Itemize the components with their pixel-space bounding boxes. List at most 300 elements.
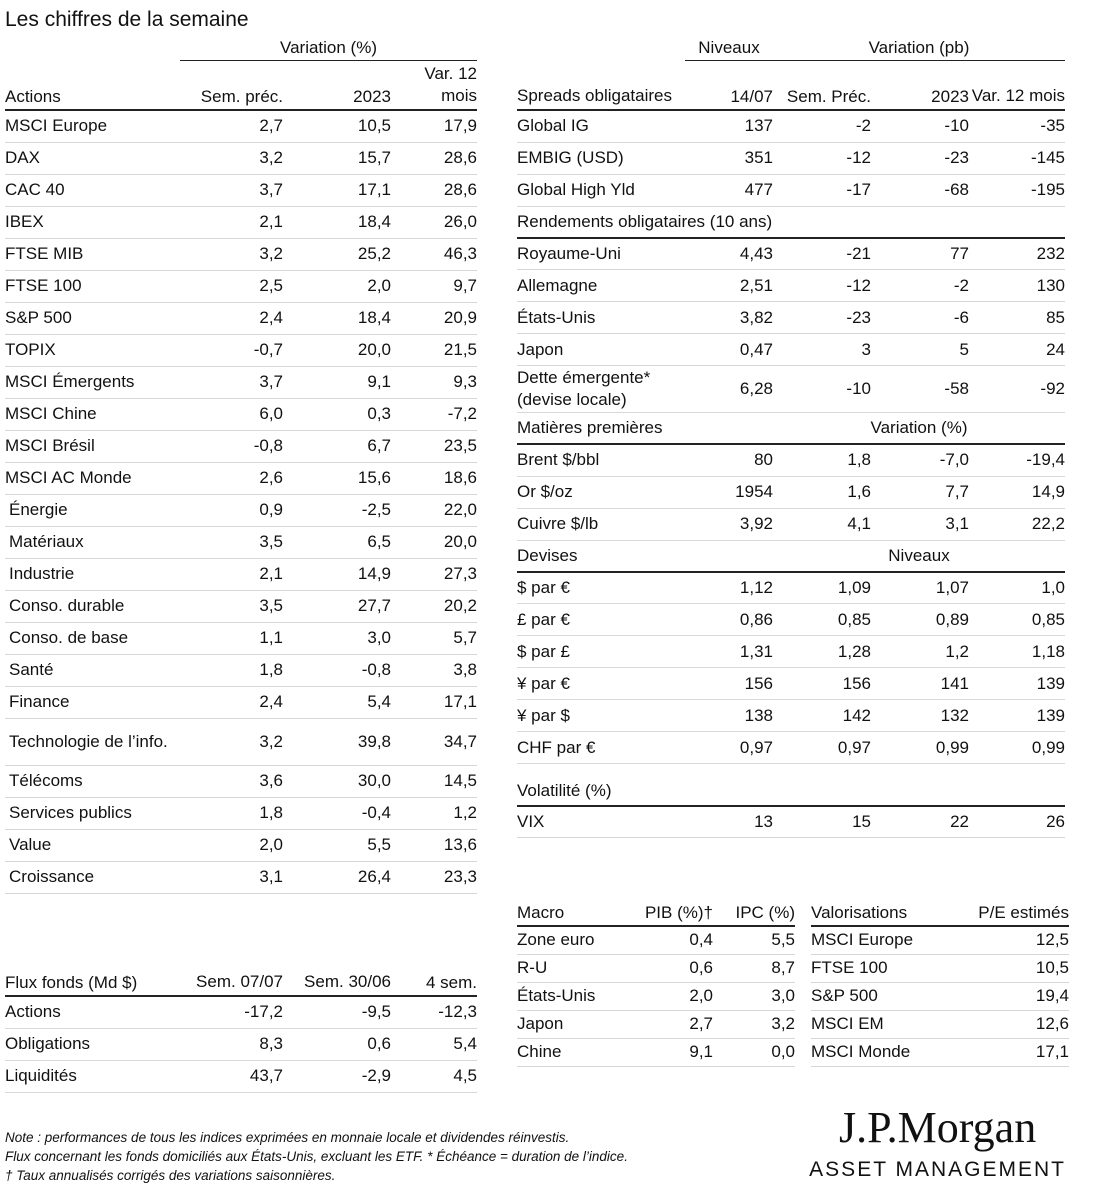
row-value: 9,1 (629, 1038, 713, 1066)
equity-row (5, 430, 477, 462)
row-value: 0,85 (969, 604, 1065, 636)
row-value: 0,4 (629, 926, 713, 954)
row-value: 8,7 (713, 954, 795, 982)
valuations-table (811, 888, 1069, 1067)
row-label: Actions (5, 996, 180, 1028)
row-label: MSCI Europe (811, 926, 951, 954)
row-label: Japon (517, 1010, 629, 1038)
row-label: Conso. de base (5, 622, 180, 654)
row-value: 17,9 (391, 110, 477, 142)
spread-row (517, 142, 1065, 174)
row-value: 3 (773, 334, 871, 366)
row-value: 1,07 (871, 572, 969, 604)
fund-flow-row (5, 1028, 477, 1060)
row-value: 1,09 (773, 572, 871, 604)
row-label: VIX (517, 806, 685, 838)
row-value: 5,7 (391, 622, 477, 654)
row-value: -7,0 (871, 444, 969, 476)
currency-row (517, 732, 1065, 764)
row-value: 2,4 (180, 686, 283, 718)
spread-row (517, 110, 1065, 142)
row-value: -10 (773, 366, 871, 413)
row-value: 6,0 (180, 398, 283, 430)
row-label: Télécoms (5, 765, 180, 797)
row-value: -195 (969, 174, 1065, 206)
row-value: 1,8 (180, 797, 283, 829)
equity-row (5, 398, 477, 430)
fund-flow-row (5, 1060, 477, 1092)
row-value: 77 (871, 238, 969, 270)
row-value: 39,8 (283, 718, 391, 765)
macro-row (517, 1010, 795, 1038)
row-value: -2 (871, 270, 969, 302)
row-label: MSCI Chine (5, 398, 180, 430)
row-value: 3,5 (180, 590, 283, 622)
row-label: Japon (517, 334, 685, 366)
row-value: 30,0 (283, 765, 391, 797)
row-value: 17,1 (951, 1038, 1069, 1066)
row-label: États-Unis (517, 982, 629, 1010)
row-label: CHF par € (517, 732, 685, 764)
row-value: 0,9 (180, 494, 283, 526)
footnotes (5, 1128, 628, 1185)
equity-row (5, 718, 477, 765)
row-value: 130 (969, 270, 1065, 302)
row-value: 24 (969, 334, 1065, 366)
row-value: -12,3 (391, 996, 477, 1028)
row-value: 3,82 (685, 302, 773, 334)
valuations-col-pe: P/E estimés (951, 888, 1069, 926)
row-value: 156 (773, 668, 871, 700)
row-value: 18,4 (283, 206, 391, 238)
equity-row (5, 174, 477, 206)
row-value: 2,1 (180, 558, 283, 590)
row-label: Conso. durable (5, 590, 180, 622)
footnote-1: Note : performances de tous les indices exprimées en monnaie locale et dividendes réinvestis. (5, 1130, 570, 1145)
row-value: 0,86 (685, 604, 773, 636)
row-value: 2,51 (685, 270, 773, 302)
valuation-row (811, 982, 1069, 1010)
row-value: -92 (969, 366, 1065, 413)
row-value: -0,4 (283, 797, 391, 829)
row-value: 7,7 (871, 476, 969, 508)
page-title: Les chiffres de la semaine (5, 8, 249, 31)
macro-row (517, 1038, 795, 1066)
row-value: 1,2 (391, 797, 477, 829)
logo-wordmark: J.P.Morgan (838, 1103, 1037, 1152)
row-value: 13,6 (391, 829, 477, 861)
row-value: -2 (773, 110, 871, 142)
row-value: 22,2 (969, 508, 1065, 540)
row-value: 0,97 (685, 732, 773, 764)
row-value: 5,4 (391, 1028, 477, 1060)
row-value: -0,8 (283, 654, 391, 686)
commodity-row (517, 444, 1065, 476)
yield-row (517, 334, 1065, 366)
row-value: 0,6 (283, 1028, 391, 1060)
row-value: 9,7 (391, 270, 477, 302)
row-label: Royaume-Uni (517, 238, 685, 270)
row-value: 26,0 (391, 206, 477, 238)
macro-row (517, 926, 795, 954)
row-label: Obligations (5, 1028, 180, 1060)
row-label: Liquidités (5, 1060, 180, 1092)
spreads-col-level: 14/07 (685, 60, 773, 110)
yields-section-title: Rendements obligataires (10 ans) (517, 206, 1065, 238)
valuation-row (811, 1038, 1069, 1066)
row-value: 10,5 (283, 110, 391, 142)
row-value: 14,9 (283, 558, 391, 590)
row-value: 1,18 (969, 636, 1065, 668)
row-value: -19,4 (969, 444, 1065, 476)
row-value: 3,0 (713, 982, 795, 1010)
row-label: MSCI Émergents (5, 366, 180, 398)
macro-col-gdp: PIB (%)† (629, 888, 713, 926)
row-value: 138 (685, 700, 773, 732)
row-label: Services publics (5, 797, 180, 829)
row-value: 8,3 (180, 1028, 283, 1060)
row-value: 20,0 (391, 526, 477, 558)
row-label: MSCI AC Monde (5, 462, 180, 494)
row-value: 20,9 (391, 302, 477, 334)
row-value: 2,7 (629, 1010, 713, 1038)
footnote-3: † Taux annualisés corrigés des variations saisonnières. (5, 1168, 336, 1183)
row-value: 137 (685, 110, 773, 142)
equity-row (5, 334, 477, 366)
row-label: IBEX (5, 206, 180, 238)
row-value: 2,0 (180, 829, 283, 861)
row-value: 4,1 (773, 508, 871, 540)
valuation-row (811, 1010, 1069, 1038)
row-value: 3,0 (283, 622, 391, 654)
row-value: 28,6 (391, 142, 477, 174)
currency-row (517, 604, 1065, 636)
equity-row (5, 797, 477, 829)
row-value: 10,5 (951, 954, 1069, 982)
equity-row (5, 526, 477, 558)
row-value: -145 (969, 142, 1065, 174)
row-label: Global High Yld (517, 174, 685, 206)
row-label: Chine (517, 1038, 629, 1066)
spreads-col-12m: Var. 12 mois (969, 60, 1065, 110)
row-value: 26,4 (283, 861, 391, 893)
row-label: Matériaux (5, 526, 180, 558)
row-value: 3,2 (713, 1010, 795, 1038)
row-value: -12 (773, 270, 871, 302)
row-value: 34,7 (391, 718, 477, 765)
equities-table (5, 36, 477, 894)
spread-row (517, 174, 1065, 206)
row-value: 232 (969, 238, 1065, 270)
row-value: 43,7 (180, 1060, 283, 1092)
row-label: Value (5, 829, 180, 861)
row-value: 3,1 (180, 861, 283, 893)
row-value: 1954 (685, 476, 773, 508)
row-value: 0,47 (685, 334, 773, 366)
row-value: -68 (871, 174, 969, 206)
row-label: CAC 40 (5, 174, 180, 206)
row-value: -12 (773, 142, 871, 174)
equity-row (5, 590, 477, 622)
row-label: S&P 500 (5, 302, 180, 334)
row-value: 477 (685, 174, 773, 206)
row-value: 351 (685, 142, 773, 174)
row-value: 3,7 (180, 366, 283, 398)
equity-row (5, 270, 477, 302)
equity-row (5, 558, 477, 590)
equity-row (5, 302, 477, 334)
row-value: 27,3 (391, 558, 477, 590)
row-value: 0,99 (969, 732, 1065, 764)
row-value: 28,6 (391, 174, 477, 206)
currencies-levels-header: Niveaux (773, 540, 1065, 572)
valuation-row (811, 954, 1069, 982)
row-value: -6 (871, 302, 969, 334)
row-label: Global IG (517, 110, 685, 142)
row-value: 17,1 (391, 686, 477, 718)
macro-table (517, 888, 795, 1067)
row-value: 21,5 (391, 334, 477, 366)
row-value: 19,4 (951, 982, 1069, 1010)
macro-row (517, 982, 795, 1010)
row-value: 3,2 (180, 718, 283, 765)
row-value: 139 (969, 668, 1065, 700)
equity-row (5, 110, 477, 142)
equities-col-week: Sem. préc. (180, 60, 283, 110)
row-value: 2,7 (180, 110, 283, 142)
markets-table (517, 36, 1065, 838)
row-value: -23 (871, 142, 969, 174)
row-value: 15,7 (283, 142, 391, 174)
row-value: 22,0 (391, 494, 477, 526)
equity-row (5, 142, 477, 174)
row-value: 2,0 (629, 982, 713, 1010)
valuations-col-name: Valorisations (811, 888, 951, 926)
row-value: 18,4 (283, 302, 391, 334)
row-value: 3,92 (685, 508, 773, 540)
row-value: 12,5 (951, 926, 1069, 954)
row-value: -23 (773, 302, 871, 334)
row-value: 6,5 (283, 526, 391, 558)
row-value: 23,5 (391, 430, 477, 462)
row-label: ¥ par € (517, 668, 685, 700)
row-value: 4,5 (391, 1060, 477, 1092)
row-label: Or $/oz (517, 476, 685, 508)
row-value: 18,6 (391, 462, 477, 494)
row-value: -17 (773, 174, 871, 206)
row-value: 0,0 (713, 1038, 795, 1066)
row-label: Technologie de l’info. (5, 718, 180, 765)
equities-group-header: Variation (%) (180, 36, 477, 60)
variation-pb-header: Variation (pb) (773, 36, 1065, 60)
row-value: -2,9 (283, 1060, 391, 1092)
row-value: 23,3 (391, 861, 477, 893)
row-label: Brent $/bbl (517, 444, 685, 476)
fund-flow-row (5, 996, 477, 1028)
row-value: 141 (871, 668, 969, 700)
macro-row (517, 954, 795, 982)
volatility-section-title: Volatilité (%) (517, 764, 1065, 806)
row-value: 14,5 (391, 765, 477, 797)
yield-row (517, 302, 1065, 334)
equities-col-name: Actions (5, 60, 180, 110)
yield-row (517, 238, 1065, 270)
row-value: 46,3 (391, 238, 477, 270)
volatility-row (517, 806, 1065, 838)
row-value: 1,1 (180, 622, 283, 654)
row-value: 26 (969, 806, 1065, 838)
row-label: Énergie (5, 494, 180, 526)
row-value: -21 (773, 238, 871, 270)
row-value: -10 (871, 110, 969, 142)
row-label: FTSE 100 (5, 270, 180, 302)
row-value: 5 (871, 334, 969, 366)
row-value: 12,6 (951, 1010, 1069, 1038)
macro-col-name: Macro (517, 888, 629, 926)
row-label: TOPIX (5, 334, 180, 366)
row-value: 4,43 (685, 238, 773, 270)
row-value: 2,0 (283, 270, 391, 302)
row-value: 2,6 (180, 462, 283, 494)
row-label: États-Unis (517, 302, 685, 334)
row-value: 15,6 (283, 462, 391, 494)
row-label: $ par £ (517, 636, 685, 668)
row-value: 0,97 (773, 732, 871, 764)
row-value: 3,2 (180, 238, 283, 270)
fund-flows-col-3: 4 sem. (391, 942, 477, 996)
row-value: -0,7 (180, 334, 283, 366)
row-value: -2,5 (283, 494, 391, 526)
spreads-col-week: Sem. Préc. (773, 60, 871, 110)
row-label: DAX (5, 142, 180, 174)
row-label: £ par € (517, 604, 685, 636)
row-value: 14,9 (969, 476, 1065, 508)
row-value: 0,89 (871, 604, 969, 636)
row-value: 25,2 (283, 238, 391, 270)
row-value: 27,7 (283, 590, 391, 622)
row-value: 1,31 (685, 636, 773, 668)
row-label: R-U (517, 954, 629, 982)
fund-flows-table (5, 942, 477, 1093)
row-label: Croissance (5, 861, 180, 893)
currency-row (517, 700, 1065, 732)
row-label: S&P 500 (811, 982, 951, 1010)
valuation-row (811, 926, 1069, 954)
fund-flows-col-1: Sem. 07/07 (180, 942, 283, 996)
equity-row (5, 829, 477, 861)
equity-row (5, 206, 477, 238)
row-value: 139 (969, 700, 1065, 732)
currencies-section-title: Devises (517, 540, 685, 572)
row-value: 9,3 (391, 366, 477, 398)
row-value: 15 (773, 806, 871, 838)
row-value: 1,28 (773, 636, 871, 668)
row-value: 3,2 (180, 142, 283, 174)
row-value: 13 (685, 806, 773, 838)
fund-flows-col-name: Flux fonds (Md $) (5, 942, 180, 996)
row-value: 3,5 (180, 526, 283, 558)
row-label: Santé (5, 654, 180, 686)
row-label: $ par € (517, 572, 685, 604)
row-label: Dette émergente* (devise locale) (517, 366, 685, 413)
row-label: MSCI EM (811, 1010, 951, 1038)
row-value: 142 (773, 700, 871, 732)
row-value: 156 (685, 668, 773, 700)
row-label: MSCI Brésil (5, 430, 180, 462)
spreads-col-name: Spreads obligataires (517, 60, 685, 110)
row-value: 1,8 (180, 654, 283, 686)
row-value: 80 (685, 444, 773, 476)
row-value: 85 (969, 302, 1065, 334)
row-label: FTSE 100 (811, 954, 951, 982)
row-value: 3,8 (391, 654, 477, 686)
row-value: 20,2 (391, 590, 477, 622)
row-value: -7,2 (391, 398, 477, 430)
row-value: 1,0 (969, 572, 1065, 604)
row-value: 3,7 (180, 174, 283, 206)
row-label: Cuivre $/lb (517, 508, 685, 540)
jpmorgan-logo (809, 1104, 1066, 1182)
row-label: FTSE MIB (5, 238, 180, 270)
row-label: MSCI Monde (811, 1038, 951, 1066)
commodity-row (517, 476, 1065, 508)
row-value: 0,6 (629, 954, 713, 982)
equity-row (5, 765, 477, 797)
row-value: 1,12 (685, 572, 773, 604)
row-value: -9,5 (283, 996, 391, 1028)
spreads-col-ytd: 2023 (871, 60, 969, 110)
row-label: Zone euro (517, 926, 629, 954)
row-label: MSCI Europe (5, 110, 180, 142)
equities-col-12m: Var. 12 mois (391, 60, 477, 110)
equity-row (5, 622, 477, 654)
row-value: 5,5 (283, 829, 391, 861)
row-label: Allemagne (517, 270, 685, 302)
row-value: 20,0 (283, 334, 391, 366)
row-value: 6,7 (283, 430, 391, 462)
row-value: 2,5 (180, 270, 283, 302)
row-value: 5,5 (713, 926, 795, 954)
row-value: 2,4 (180, 302, 283, 334)
row-value: 2,1 (180, 206, 283, 238)
row-value: 22 (871, 806, 969, 838)
yield-row (517, 366, 1065, 413)
footnote-2: Flux concernant les fonds domiciliés aux États-Unis, excluant les ETF. * Échéance = duration de l’indice. (5, 1149, 628, 1164)
row-value: 9,1 (283, 366, 391, 398)
currency-row (517, 668, 1065, 700)
equity-row (5, 494, 477, 526)
row-value: 132 (871, 700, 969, 732)
macro-col-cpi: IPC (%) (713, 888, 795, 926)
row-label: ¥ par $ (517, 700, 685, 732)
row-value: 0,99 (871, 732, 969, 764)
currency-row (517, 572, 1065, 604)
commodities-variation-header: Variation (%) (773, 413, 1065, 445)
equity-row (5, 238, 477, 270)
row-label: Finance (5, 686, 180, 718)
row-value: 1,8 (773, 444, 871, 476)
equity-row (5, 861, 477, 893)
row-value: -35 (969, 110, 1065, 142)
row-value: 3,1 (871, 508, 969, 540)
logo-subtitle: ASSET MANAGEMENT (809, 1158, 1066, 1181)
row-label: Industrie (5, 558, 180, 590)
row-value: 0,3 (283, 398, 391, 430)
row-value: 1,6 (773, 476, 871, 508)
equity-row (5, 366, 477, 398)
row-value: 1,2 (871, 636, 969, 668)
commodity-row (517, 508, 1065, 540)
